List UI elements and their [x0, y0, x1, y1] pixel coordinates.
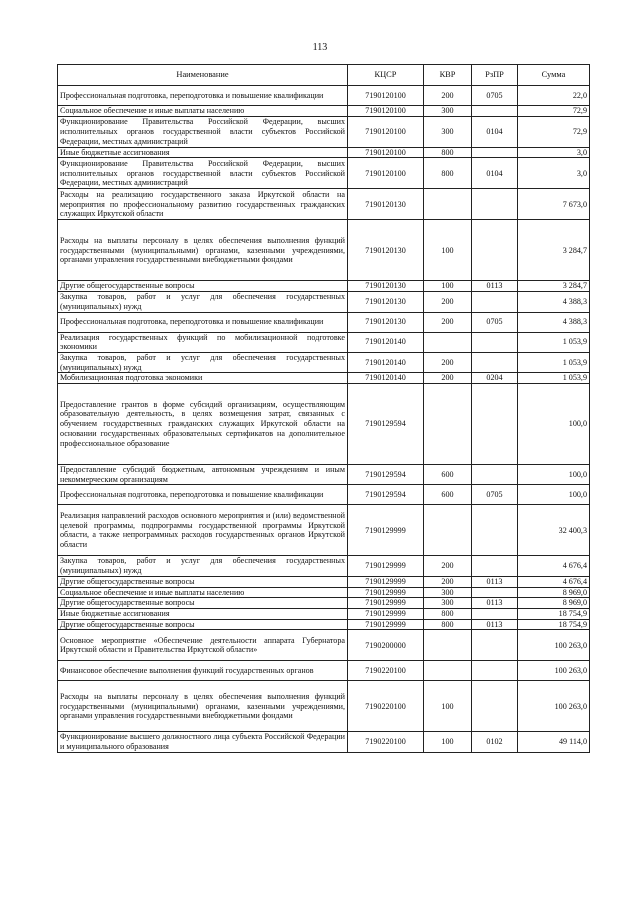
cell-rzpr [472, 147, 518, 158]
cell-rzpr: 0102 [472, 732, 518, 752]
cell-name: Закупка товаров, работ и услуг для обеспечения государственных (муниципальных) нужд [58, 292, 348, 312]
cell-sum: 4 388,3 [518, 292, 590, 312]
cell-kcsr: 7190220100 [348, 661, 424, 681]
table-body [58, 86, 590, 753]
cell-rzpr: 0113 [472, 281, 518, 292]
cell-sum: 4 676,4 [518, 576, 590, 587]
cell-kcsr: 7190129999 [348, 505, 424, 556]
page-number: 113 [312, 42, 328, 53]
cell-sum: 100,0 [518, 485, 590, 505]
cell-rzpr: 0104 [472, 116, 518, 147]
cell-kvr [424, 384, 472, 465]
table-row [58, 116, 590, 147]
cell-sum: 8 969,0 [518, 587, 590, 598]
cell-kcsr: 7190129594 [348, 465, 424, 485]
cell-kvr: 200 [424, 312, 472, 332]
cell-sum: 18 754,9 [518, 619, 590, 630]
cell-rzpr [472, 465, 518, 485]
cell-kcsr: 7190220100 [348, 681, 424, 732]
cell-kcsr: 7190129999 [348, 608, 424, 619]
cell-kcsr: 7190120140 [348, 332, 424, 352]
cell-name: Функционирование Правительства Российской Федерации, высших исполнительных органов государственной власти субъектов Российской Федерации, местных администраций [58, 158, 348, 189]
cell-sum: 1 053,9 [518, 352, 590, 372]
cell-sum: 8 969,0 [518, 598, 590, 609]
cell-name: Основное мероприятие «Обеспечение деятельности аппарата Губернатора Иркутской области и Правительства Иркутской области» [58, 630, 348, 661]
cell-rzpr: 0204 [472, 373, 518, 384]
cell-kcsr: 7190129999 [348, 619, 424, 630]
table-row [58, 189, 590, 220]
budget-table [57, 64, 590, 753]
cell-name: Реализация государственных функций по мобилизационной подготовке экономики [58, 332, 348, 352]
cell-kcsr: 7190200000 [348, 630, 424, 661]
cell-kcsr: 7190120130 [348, 312, 424, 332]
cell-rzpr [472, 332, 518, 352]
cell-sum: 100 263,0 [518, 661, 590, 681]
cell-kcsr: 7190129594 [348, 384, 424, 465]
cell-kcsr: 7190120100 [348, 116, 424, 147]
cell-kcsr: 7190120130 [348, 281, 424, 292]
cell-rzpr [472, 505, 518, 556]
table-row [58, 732, 590, 752]
cell-name: Профессиональная подготовка, переподготовка и повышение квалификации [58, 485, 348, 505]
cell-sum: 3 284,7 [518, 220, 590, 281]
cell-name: Функционирование высшего должностного лица субъекта Российской Федерации и муниципального образования [58, 732, 348, 752]
cell-kcsr: 7190120100 [348, 147, 424, 158]
table-row [58, 147, 590, 158]
cell-sum: 1 053,9 [518, 373, 590, 384]
header-sum: Сумма [518, 65, 590, 86]
cell-name: Другие общегосударственные вопросы [58, 281, 348, 292]
cell-rzpr: 0113 [472, 619, 518, 630]
cell-kvr: 200 [424, 576, 472, 587]
cell-rzpr: 0113 [472, 576, 518, 587]
table-row [58, 106, 590, 117]
header-rzpr: РзПР [472, 65, 518, 86]
cell-sum: 100,0 [518, 465, 590, 485]
cell-kvr: 300 [424, 106, 472, 117]
table-row [58, 158, 590, 189]
table-row [58, 281, 590, 292]
table-row [58, 587, 590, 598]
cell-rzpr [472, 661, 518, 681]
cell-kcsr: 7190120130 [348, 220, 424, 281]
cell-sum: 1 053,9 [518, 332, 590, 352]
cell-name: Предоставление грантов в форме субсидий организациям, осуществляющим образовательную деятельность, в целях возмещения затрат, связанных с обучением государственных гражданских служащих Иркутской области на основании государственных образовательных сертификатов на дополнительное профессиональное образование [58, 384, 348, 465]
cell-kcsr: 7190120140 [348, 352, 424, 372]
cell-rzpr: 0705 [472, 86, 518, 106]
cell-rzpr: 0104 [472, 158, 518, 189]
cell-kcsr: 7190120100 [348, 106, 424, 117]
cell-sum: 3 284,7 [518, 281, 590, 292]
cell-kvr: 200 [424, 556, 472, 576]
cell-name: Функционирование Правительства Российской Федерации, высших исполнительных органов государственной власти субъектов Российской Федерации, местных администраций [58, 116, 348, 147]
cell-rzpr: 0113 [472, 598, 518, 609]
cell-sum: 100,0 [518, 384, 590, 465]
cell-sum: 22,0 [518, 86, 590, 106]
cell-rzpr: 0705 [472, 485, 518, 505]
cell-rzpr [472, 220, 518, 281]
cell-name: Расходы на реализацию государственного заказа Иркутской области на мероприятия по профессиональному развитию государственных гражданских служащих Иркутской области [58, 189, 348, 220]
table-row [58, 352, 590, 372]
cell-name: Мобилизационная подготовка экономики [58, 373, 348, 384]
cell-kvr: 100 [424, 732, 472, 752]
cell-rzpr [472, 556, 518, 576]
cell-rzpr [472, 681, 518, 732]
cell-kvr: 200 [424, 86, 472, 106]
cell-kcsr: 7190129999 [348, 598, 424, 609]
cell-kvr: 200 [424, 373, 472, 384]
cell-kvr: 800 [424, 608, 472, 619]
table-row [58, 505, 590, 556]
cell-kcsr: 7190120130 [348, 292, 424, 312]
table-row [58, 373, 590, 384]
cell-rzpr [472, 189, 518, 220]
cell-sum: 49 114,0 [518, 732, 590, 752]
table-row [58, 681, 590, 732]
table-row [58, 384, 590, 465]
table-row [58, 86, 590, 106]
cell-kvr [424, 661, 472, 681]
cell-kvr: 300 [424, 587, 472, 598]
cell-rzpr [472, 608, 518, 619]
table-row [58, 485, 590, 505]
cell-name: Закупка товаров, работ и услуг для обеспечения государственных (муниципальных) нужд [58, 556, 348, 576]
cell-kcsr: 7190120140 [348, 373, 424, 384]
cell-name: Расходы на выплаты персоналу в целях обеспечения выполнения функций государственными (муниципальными) органами, казенными учреждениями, органами управления государственными внебюджетными фондами [58, 681, 348, 732]
cell-rzpr [472, 630, 518, 661]
cell-sum: 7 673,0 [518, 189, 590, 220]
cell-name: Социальное обеспечение и иные выплаты населению [58, 587, 348, 598]
cell-kcsr: 7190129999 [348, 556, 424, 576]
cell-name: Иные бюджетные ассигнования [58, 608, 348, 619]
cell-name: Социальное обеспечение и иные выплаты населению [58, 106, 348, 117]
cell-kvr [424, 332, 472, 352]
table-row [58, 332, 590, 352]
cell-kcsr: 7190120100 [348, 158, 424, 189]
cell-rzpr [472, 384, 518, 465]
header-kvr: КВР [424, 65, 472, 86]
table-row [58, 576, 590, 587]
cell-sum: 3,0 [518, 147, 590, 158]
cell-kvr: 600 [424, 465, 472, 485]
cell-kcsr: 7190120130 [348, 189, 424, 220]
cell-name: Финансовое обеспечение выполнения функций государственных органов [58, 661, 348, 681]
cell-kvr [424, 505, 472, 556]
cell-name: Расходы на выплаты персоналу в целях обеспечения выполнения функций государственными (муниципальными) органами, казенными учреждениями, органами управления государственными внебюджетными фондами [58, 220, 348, 281]
cell-name: Другие общегосударственные вопросы [58, 576, 348, 587]
cell-kcsr: 7190220100 [348, 732, 424, 752]
cell-kcsr: 7190129999 [348, 576, 424, 587]
cell-kvr: 100 [424, 281, 472, 292]
table-row [58, 598, 590, 609]
table-row [58, 608, 590, 619]
cell-kvr: 200 [424, 292, 472, 312]
header-name: Наименование [58, 65, 348, 86]
cell-sum: 72,9 [518, 106, 590, 117]
cell-name: Закупка товаров, работ и услуг для обеспечения государственных (муниципальных) нужд [58, 352, 348, 372]
cell-rzpr: 0705 [472, 312, 518, 332]
cell-kvr [424, 189, 472, 220]
cell-kvr: 800 [424, 147, 472, 158]
cell-kcsr: 7190120100 [348, 86, 424, 106]
cell-rzpr [472, 587, 518, 598]
cell-sum: 4 676,4 [518, 556, 590, 576]
cell-sum: 100 263,0 [518, 630, 590, 661]
cell-kvr: 100 [424, 220, 472, 281]
cell-sum: 32 400,3 [518, 505, 590, 556]
table-header-row [58, 65, 590, 86]
cell-sum: 72,9 [518, 116, 590, 147]
cell-name: Предоставление субсидий бюджетным, автономным учреждениям и иным некоммерческим организациям [58, 465, 348, 485]
cell-name: Другие общегосударственные вопросы [58, 619, 348, 630]
cell-sum: 18 754,9 [518, 608, 590, 619]
table-row [58, 292, 590, 312]
table-row [58, 556, 590, 576]
cell-kvr: 100 [424, 681, 472, 732]
cell-kvr [424, 630, 472, 661]
cell-name: Реализация направлений расходов основного мероприятия и (или) ведомственной целевой программы, подпрограммы государственной программы Иркутской области, а также непрограммных расходов государственных органов Иркутской области [58, 505, 348, 556]
table-row [58, 619, 590, 630]
cell-kvr: 800 [424, 619, 472, 630]
cell-sum: 3,0 [518, 158, 590, 189]
table-row [58, 312, 590, 332]
cell-kvr: 600 [424, 485, 472, 505]
cell-kcsr: 7190129999 [348, 587, 424, 598]
cell-kvr: 300 [424, 116, 472, 147]
cell-kvr: 300 [424, 598, 472, 609]
table-row [58, 661, 590, 681]
cell-name: Профессиональная подготовка, переподготовка и повышение квалификации [58, 86, 348, 106]
cell-rzpr [472, 352, 518, 372]
cell-kvr: 800 [424, 158, 472, 189]
table-row [58, 630, 590, 661]
table-row [58, 465, 590, 485]
cell-name: Другие общегосударственные вопросы [58, 598, 348, 609]
cell-sum: 4 388,3 [518, 312, 590, 332]
cell-name: Профессиональная подготовка, переподготовка и повышение квалификации [58, 312, 348, 332]
cell-name: Иные бюджетные ассигнования [58, 147, 348, 158]
header-kcsr: КЦСР [348, 65, 424, 86]
cell-rzpr [472, 292, 518, 312]
cell-kvr: 200 [424, 352, 472, 372]
table-row [58, 220, 590, 281]
cell-kcsr: 7190129594 [348, 485, 424, 505]
cell-rzpr [472, 106, 518, 117]
cell-sum: 100 263,0 [518, 681, 590, 732]
